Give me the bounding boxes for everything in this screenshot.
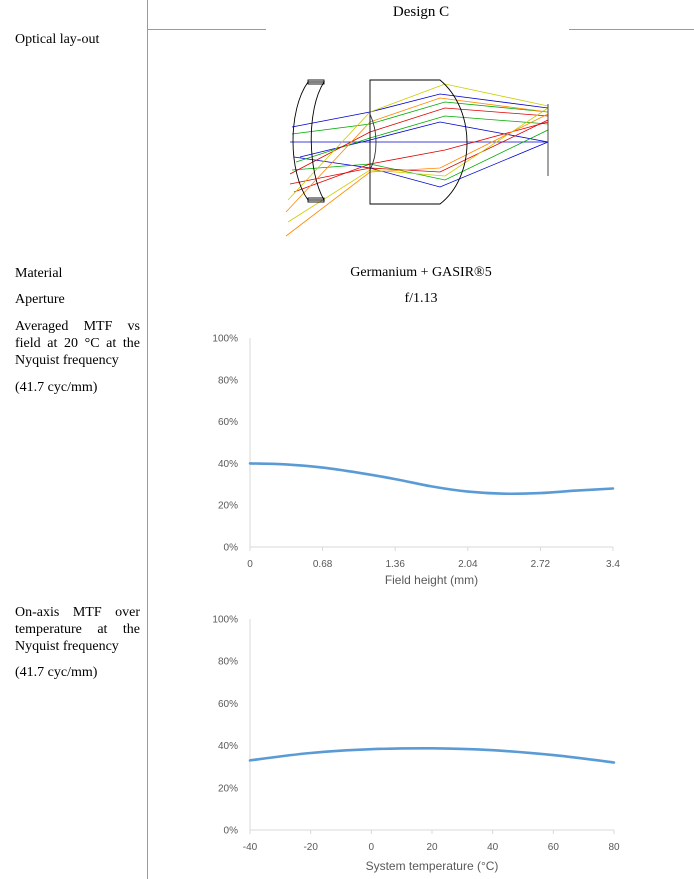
optical-layout-label: Optical lay-out	[15, 32, 100, 47]
y-tick-label: 80%	[217, 375, 238, 387]
series-line	[250, 463, 613, 493]
x-axis-title: System temperature (°C)	[365, 859, 499, 873]
y-tick-label: 0%	[223, 825, 238, 837]
header-rule-right	[569, 29, 694, 30]
y-tick-label: 100%	[212, 333, 238, 345]
x-tick-label: 3.4	[606, 559, 620, 570]
mtf-field-label-1: Averaged MTF vs	[15, 319, 140, 334]
column-divider	[147, 0, 148, 879]
mtf-temp-label-2: temperature at the	[15, 622, 140, 637]
ray	[296, 116, 548, 162]
x-tick-label: 0.68	[312, 559, 333, 570]
material-label: Material	[15, 266, 63, 281]
x-tick-label: 2.72	[530, 559, 551, 570]
x-tick-label: 0	[368, 842, 375, 853]
mtf-field-frequency: (41.7 cyc/mm)	[15, 380, 98, 395]
x-tick-label: 0	[247, 559, 253, 570]
material-value: Germanium + GASIR®5	[350, 265, 492, 280]
optical-layout-diagram	[280, 72, 560, 248]
y-tick-label: 20%	[217, 783, 238, 795]
x-tick-label: 80	[608, 842, 620, 853]
x-tick-label: 20	[426, 842, 438, 853]
x-tick-label: -20	[303, 842, 318, 853]
aperture-label: Aperture	[15, 292, 65, 307]
mtf-vs-temperature-chart	[200, 606, 640, 878]
y-tick-label: 20%	[217, 500, 238, 512]
column-header: Design C	[392, 4, 450, 20]
mtf-field-label-2: field at 20 °C at the	[15, 336, 140, 351]
y-tick-label: 100%	[212, 614, 238, 626]
y-tick-label: 0%	[223, 542, 238, 554]
mtf-vs-field-chart	[200, 325, 640, 595]
ray	[300, 122, 548, 157]
series-line	[250, 748, 614, 762]
aperture-value: f/1.13	[404, 291, 438, 306]
x-tick-label: 2.04	[458, 559, 478, 570]
x-tick-label: 40	[487, 842, 499, 853]
mtf-temp-label-3: Nyquist frequency	[15, 639, 119, 654]
y-tick-label: 60%	[217, 698, 238, 710]
ray	[290, 108, 548, 174]
mtf-temp-label-1: On-axis MTF over	[15, 605, 140, 620]
mtf-field-label-3: Nyquist frequency	[15, 353, 119, 368]
y-tick-label: 60%	[217, 417, 238, 429]
rays	[286, 84, 548, 236]
x-axis-title: Field height (mm)	[384, 573, 479, 587]
x-tick-label: -40	[242, 842, 258, 853]
ray	[292, 94, 548, 127]
y-tick-label: 40%	[217, 741, 238, 753]
header-rule-left	[148, 29, 266, 30]
x-tick-label: 60	[547, 842, 559, 853]
x-tick-label: 1.36	[385, 559, 405, 570]
y-tick-label: 40%	[217, 458, 238, 470]
y-tick-label: 80%	[217, 656, 238, 668]
mtf-temp-frequency: (41.7 cyc/mm)	[15, 665, 98, 680]
